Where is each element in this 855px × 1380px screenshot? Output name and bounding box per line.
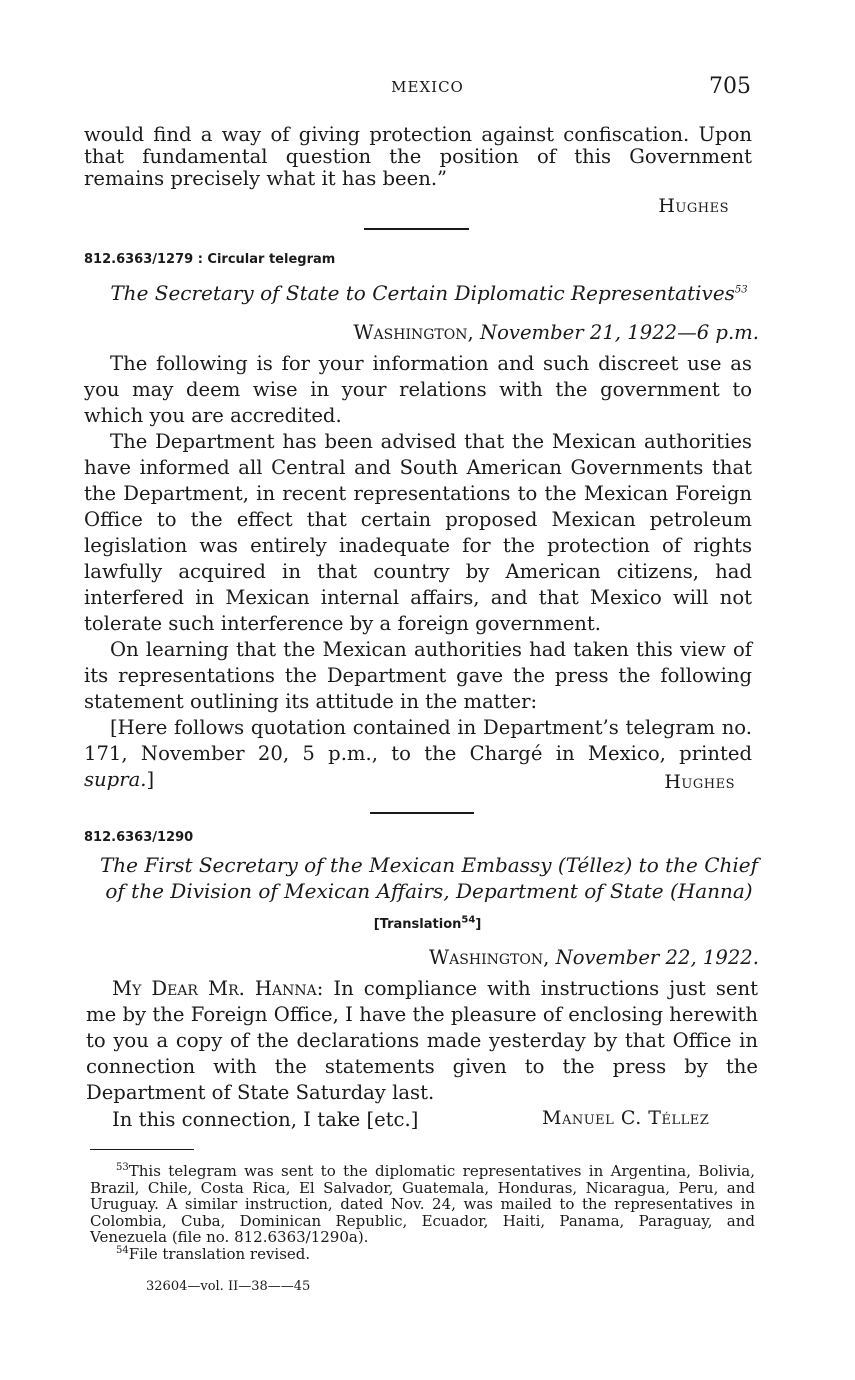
footnote-divider [90,1149,194,1150]
doc1-para-4-supra: supra. [84,768,147,791]
doc1-para-4-main: [Here follows quotation contained in Department’s telegram no. 171, November 20, 5 p.m., to the Chargé in Mexico, printed [84,716,752,765]
footnote-53 [90,1163,755,1246]
doc1-title-text: The Secretary of State to Certain Diplomatic Representatives [110,281,735,305]
doc2-salutation: My Dear Mr. Hanna: [112,977,324,1000]
footnote-ref-54: 54 [461,914,476,926]
section-divider [370,812,474,814]
footnotes [90,1163,755,1262]
translation-label [0,914,855,932]
footnote-54 [90,1246,755,1263]
page-number: 705 [709,74,751,99]
continuation-paragraph [84,124,752,190]
doc1-dateline [353,321,759,344]
doc2-dateline [429,946,759,969]
doc2-title-line-2: of the Division of Mexican Affairs, Department of State (Hanna) [105,879,753,903]
doc2-para-1-text: In compliance with instructions just sent me by the Foreign Office, I have the pleasure of enclosing herewith to you a copy of the declarations made yesterday by that Office in connection with the statements given to the press by the Department of State Saturday last. [86,977,759,1104]
footnote-54-text: File translation revised. [128,1244,311,1263]
doc2-body [86,976,758,1106]
doc1-para-4-close: ] [146,768,155,791]
doc1-para-3: On learning that the Mexican authorities had taken this view of its representations the Department gave the press the following statement outlining its attitude in the matter: [84,638,752,713]
doc1-para-1: The following is for your information and such discreet use as you may deem wise in your relations with the government to which you are accredited. [84,352,752,427]
footnote-ref-53: 53 [734,284,748,296]
file-id-1290: 812.6363/1290 [84,830,194,845]
signature-hughes-2: Hughes [664,771,735,793]
doc1-title [84,280,774,306]
footnote-53-mark: 53 [116,1162,129,1173]
file-id-1279: 812.6363/1279 : Circular telegram [84,252,336,267]
doc2-title-line-1: The First Secretary of the Mexican Embassy (Téllez) to the Chief [99,853,759,877]
doc2-closing: In this connection, I take [etc.] [112,1108,419,1131]
running-header-title: MEXICO [391,78,464,96]
doc1-para-2: The Department has been advised that the Mexican authorities have informed all Central and South American Governments that the Department, in recent representations to the Mexican Foreign Office to the effect that certain proposed Mexican petroleum legislation was entirely inadequate for the protection of rights lawfully acquired in that country by American citizens, had interfered in Mexican internal affairs, and that Mexico will not tolerate such interference by a foreign government. [84,430,752,635]
signature-tellez: Manuel C. Téllez [542,1107,710,1129]
doc2-title [84,852,774,904]
doc2-para-1 [86,976,758,1106]
footnote-54-mark: 54 [116,1244,129,1256]
section-divider [364,228,469,230]
doc1-dateline-date: November 21, 1922—6 p.m. [479,321,759,344]
printer-line: 32604—vol. II—38——45 [146,1279,311,1294]
footnote-53-text: This telegram was sent to the diplomatic representatives in Argentina, Bolivia, Brazil, Chile, Costa Rica, El Salvador, Guatemala, Honduras, Nicaragua, Peru, and Uruguay. A similar instruction, dated Nov. 24, was mailed to the representatives in Colombia, Cuba, Dominican Republic, Ecuador, Haiti, Panama, Paraguay, and Venezuela (file no. 812.6363/1290a). [90,1162,755,1246]
doc1-body [84,351,752,793]
doc1-dateline-place: Washington, [353,321,474,344]
continuation-text: would find a way of giving protection against confiscation. Upon that fundamental question the position of this Government remains precisely what it has been.” [84,123,752,190]
doc2-dateline-date: November 22, 1922. [555,946,759,969]
doc1-para-4 [84,715,752,793]
doc2-dateline-place: Washington, [429,946,550,969]
signature-hughes-1: Hughes [658,195,729,217]
translation-label-close: ] [475,917,482,932]
translation-label-text: [Translation [373,917,462,932]
